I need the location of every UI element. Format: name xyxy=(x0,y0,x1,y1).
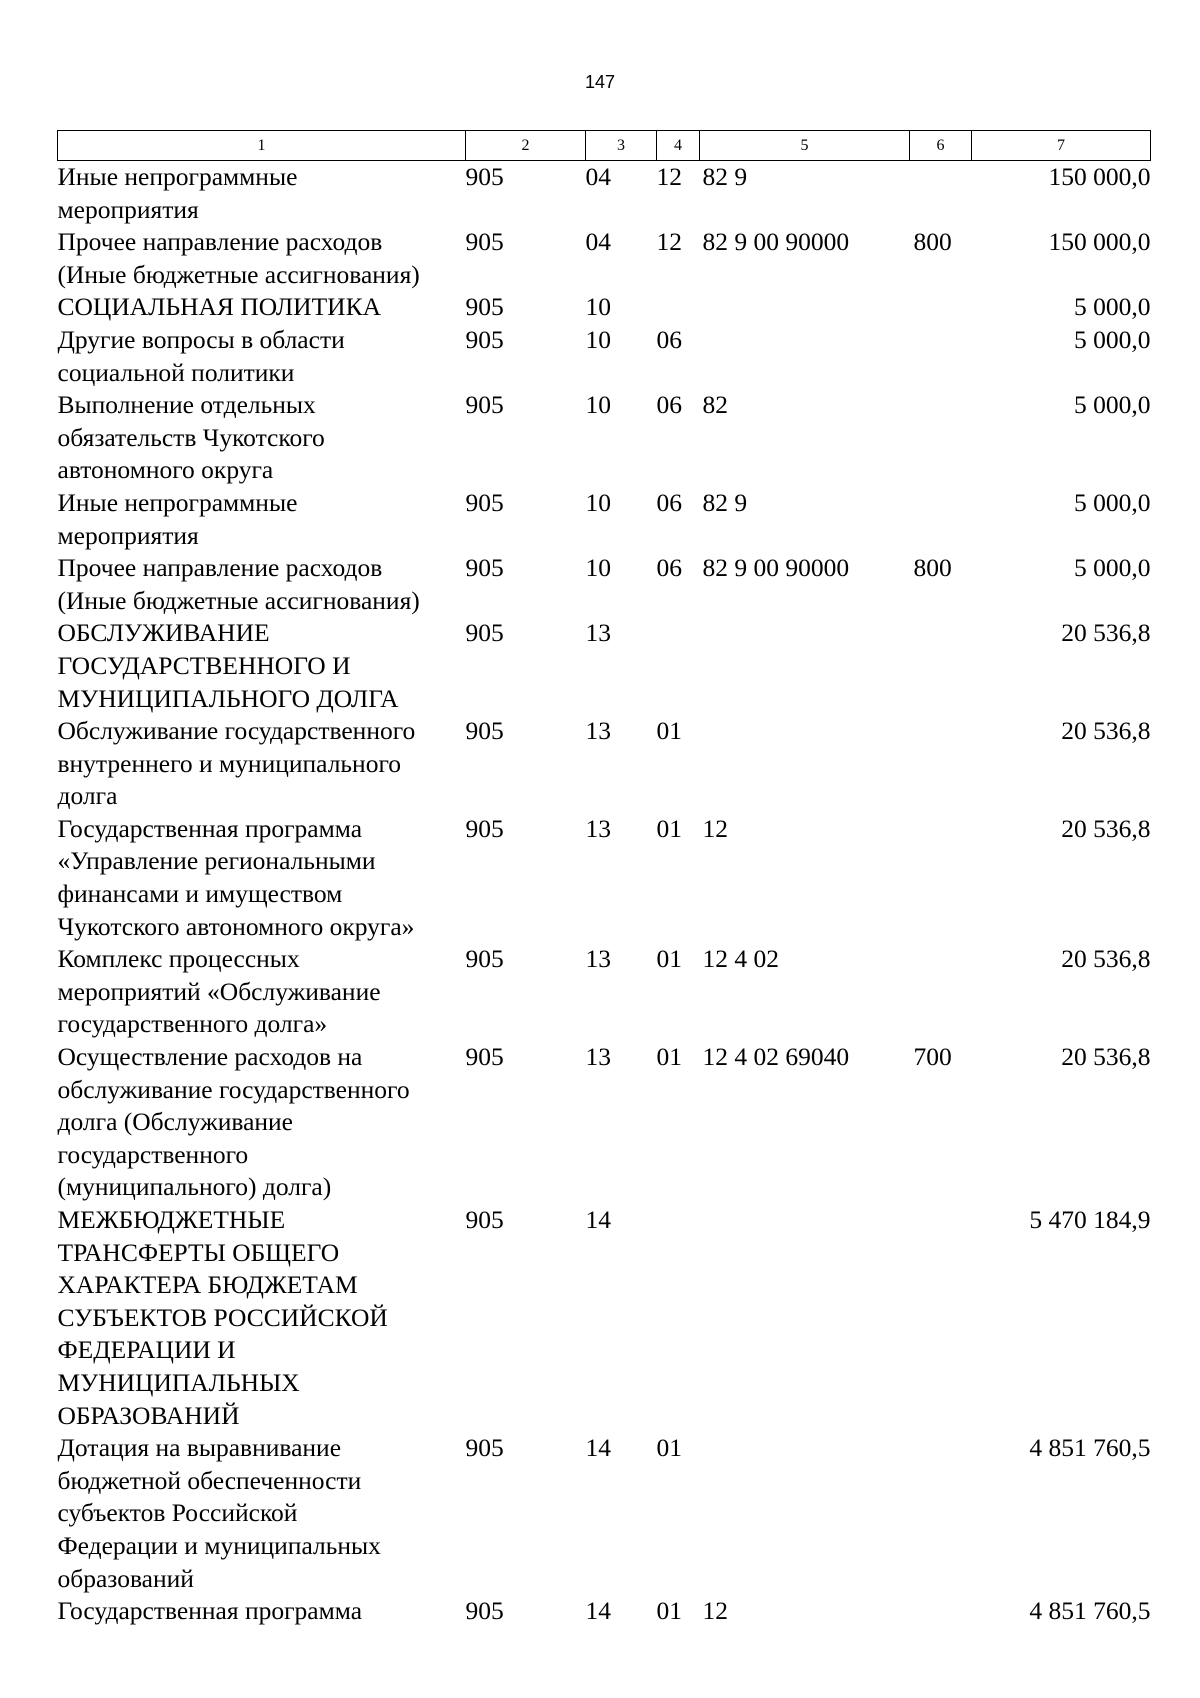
row-name: Дотация на выравнивание бюджетной обеспеченности субъектов Российской Федерации и муниципальных образований xyxy=(57,1433,381,1593)
row-name: Прочее направление расходов (Иные бюджетные ассигнования) xyxy=(57,553,420,615)
table-row xyxy=(58,291,1151,324)
row-name: Осуществление расходов на обслуживание государственного долга (Обслуживание государственного (муниципального) долга) xyxy=(57,1042,410,1202)
row-col-5: 12 xyxy=(702,813,728,843)
row-col-3: 13 xyxy=(585,618,611,648)
row-amount: 150 000,0 xyxy=(1048,227,1151,257)
table-row xyxy=(58,1041,1151,1204)
row-col-4: 01 xyxy=(656,1433,682,1463)
row-col-6 xyxy=(910,1204,972,1432)
table-row xyxy=(58,1595,1151,1628)
row-amount: 20 536,8 xyxy=(1061,716,1151,746)
row-col-3: 13 xyxy=(585,716,611,746)
row-col-2: 905 xyxy=(465,813,504,843)
row-col-3: 10 xyxy=(585,553,611,583)
table-row xyxy=(58,324,1151,389)
row-col-6 xyxy=(910,389,972,487)
row-col-2: 905 xyxy=(465,618,504,648)
row-col-4: 06 xyxy=(656,553,682,583)
header-col-4: 4 xyxy=(657,131,700,161)
row-col-2: 905 xyxy=(465,390,504,420)
row-col-2: 905 xyxy=(465,716,504,746)
row-col-6 xyxy=(910,1432,972,1595)
header-col-5: 5 xyxy=(700,131,910,161)
row-col-5 xyxy=(700,1432,910,1595)
row-amount: 5 000,0 xyxy=(1074,324,1151,354)
row-name: МЕЖБЮДЖЕТНЫЕ ТРАНСФЕРТЫ ОБЩЕГО ХАРАКТЕРА БЮДЖЕТАМ СУБЪЕКТОВ РОССИЙСКОЙ ФЕДЕРАЦИИ И МУНИЦИПАЛЬНЫХ ОБРАЗОВАНИЙ xyxy=(57,1205,388,1430)
row-col-6 xyxy=(910,324,972,389)
row-col-6 xyxy=(910,715,972,813)
row-col-4 xyxy=(657,291,700,324)
row-col-5: 82 9 00 90000 xyxy=(702,553,850,583)
row-col-4: 06 xyxy=(656,390,682,420)
row-name: Прочее направление расходов (Иные бюджетные ассигнования) xyxy=(57,227,420,289)
row-col-5: 82 9 xyxy=(702,487,748,517)
row-col-2: 905 xyxy=(465,1433,504,1463)
budget-table xyxy=(57,130,1151,1628)
row-col-4: 12 xyxy=(656,162,682,191)
row-name: Иные непрограммные мероприятия xyxy=(57,162,298,224)
row-col-4: 06 xyxy=(656,487,682,517)
row-amount: 4 851 760,5 xyxy=(1029,1596,1151,1626)
row-amount: 5 470 184,9 xyxy=(1029,1205,1151,1234)
table-row xyxy=(58,715,1151,813)
row-amount: 5 000,0 xyxy=(1074,292,1151,322)
row-col-6 xyxy=(910,291,972,324)
row-col-3: 10 xyxy=(585,390,611,420)
table-row xyxy=(58,1204,1151,1432)
row-col-3: 14 xyxy=(585,1596,611,1626)
row-col-5 xyxy=(700,1204,910,1432)
row-amount: 20 536,8 xyxy=(1061,944,1151,974)
row-col-3: 10 xyxy=(585,292,611,322)
row-amount: 5 000,0 xyxy=(1074,553,1151,583)
row-col-6 xyxy=(910,161,972,227)
row-col-6 xyxy=(910,1595,972,1628)
row-col-5 xyxy=(700,324,910,389)
table-row xyxy=(58,617,1151,715)
row-col-5: 12 xyxy=(702,1596,728,1626)
table-row xyxy=(58,487,1151,552)
table-row xyxy=(58,389,1151,487)
row-col-3: 13 xyxy=(585,944,611,974)
table-row xyxy=(58,1432,1151,1595)
row-name: Выполнение отдельных обязательств Чукотского автономного округа xyxy=(57,390,325,485)
row-col-2: 905 xyxy=(465,324,504,354)
row-amount: 5 000,0 xyxy=(1074,487,1151,517)
row-col-6 xyxy=(910,813,972,943)
row-amount: 4 851 760,5 xyxy=(1029,1433,1151,1463)
header-col-1: 1 xyxy=(58,131,466,161)
header-col-3: 3 xyxy=(586,131,657,161)
row-col-3: 10 xyxy=(585,324,611,354)
row-col-2: 905 xyxy=(465,487,504,517)
row-col-6 xyxy=(910,487,972,552)
row-col-3: 14 xyxy=(585,1433,611,1463)
table-row xyxy=(58,813,1151,943)
row-col-4: 01 xyxy=(656,1596,682,1626)
row-amount: 5 000,0 xyxy=(1074,390,1151,420)
row-col-3: 04 xyxy=(585,227,611,257)
row-col-6 xyxy=(910,943,972,1041)
row-col-6: 700 xyxy=(913,1042,952,1072)
row-col-2: 905 xyxy=(465,1205,504,1234)
row-col-3: 10 xyxy=(585,487,611,517)
row-col-6 xyxy=(910,617,972,715)
row-col-2: 905 xyxy=(465,227,504,257)
row-col-3: 04 xyxy=(585,162,611,191)
row-name: СОЦИАЛЬНАЯ ПОЛИТИКА xyxy=(57,292,382,322)
row-col-3: 13 xyxy=(585,1042,611,1072)
row-col-4 xyxy=(657,1204,700,1432)
row-col-4: 01 xyxy=(656,1042,682,1072)
row-name: Государственная программа «Управление региональными финансами и имуществом Чукотского автономного округа» xyxy=(57,813,415,941)
row-amount: 20 536,8 xyxy=(1061,618,1151,648)
row-col-5: 82 9 00 90000 xyxy=(702,227,850,257)
header-col-6: 6 xyxy=(910,131,972,161)
row-col-2: 905 xyxy=(465,944,504,974)
row-col-4 xyxy=(657,617,700,715)
header-col-7: 7 xyxy=(972,131,1151,161)
row-name: Другие вопросы в области социальной политики xyxy=(57,324,345,387)
row-col-5 xyxy=(700,715,910,813)
row-name: ОБСЛУЖИВАНИЕ ГОСУДАРСТВЕННОГО И МУНИЦИПАЛЬНОГО ДОЛГА xyxy=(57,618,399,713)
row-col-2: 905 xyxy=(465,162,504,191)
table-row xyxy=(58,552,1151,617)
row-name: Обслуживание государственного внутреннего и муниципального долга xyxy=(57,716,416,811)
row-name: Государственная программа xyxy=(57,1596,363,1626)
row-col-5: 12 4 02 69040 xyxy=(702,1042,850,1072)
row-amount: 20 536,8 xyxy=(1061,1042,1151,1072)
page-number: 147 xyxy=(584,72,616,92)
row-col-2: 905 xyxy=(465,1596,504,1626)
row-name: Иные непрограммные мероприятия xyxy=(57,487,298,550)
row-amount: 150 000,0 xyxy=(1048,162,1151,191)
table-row xyxy=(58,943,1151,1041)
row-col-4: 06 xyxy=(656,324,682,354)
row-col-5: 82 xyxy=(702,390,728,420)
row-col-3: 13 xyxy=(585,813,611,843)
row-col-3: 14 xyxy=(585,1205,611,1234)
header-col-2: 2 xyxy=(466,131,586,161)
row-col-6: 800 xyxy=(913,553,952,583)
table-body xyxy=(58,161,1151,1628)
table-row xyxy=(58,161,1151,227)
row-col-4: 12 xyxy=(656,227,682,257)
row-col-4: 01 xyxy=(656,944,682,974)
row-col-5 xyxy=(700,617,910,715)
row-col-2: 905 xyxy=(465,1042,504,1072)
row-col-5: 82 9 xyxy=(702,162,748,191)
row-name: Комплекс процессных мероприятий «Обслуживание государственного долга» xyxy=(57,944,381,1039)
header-row xyxy=(58,131,1151,161)
row-col-4: 01 xyxy=(656,813,682,843)
row-col-4: 01 xyxy=(656,716,682,746)
table-row xyxy=(58,226,1151,291)
row-col-5 xyxy=(700,291,910,324)
table-header xyxy=(58,131,1151,161)
row-col-2: 905 xyxy=(465,553,504,583)
row-col-5: 12 4 02 xyxy=(702,944,779,974)
row-col-2: 905 xyxy=(465,292,504,322)
row-amount: 20 536,8 xyxy=(1061,813,1151,843)
row-col-6: 800 xyxy=(913,227,952,257)
